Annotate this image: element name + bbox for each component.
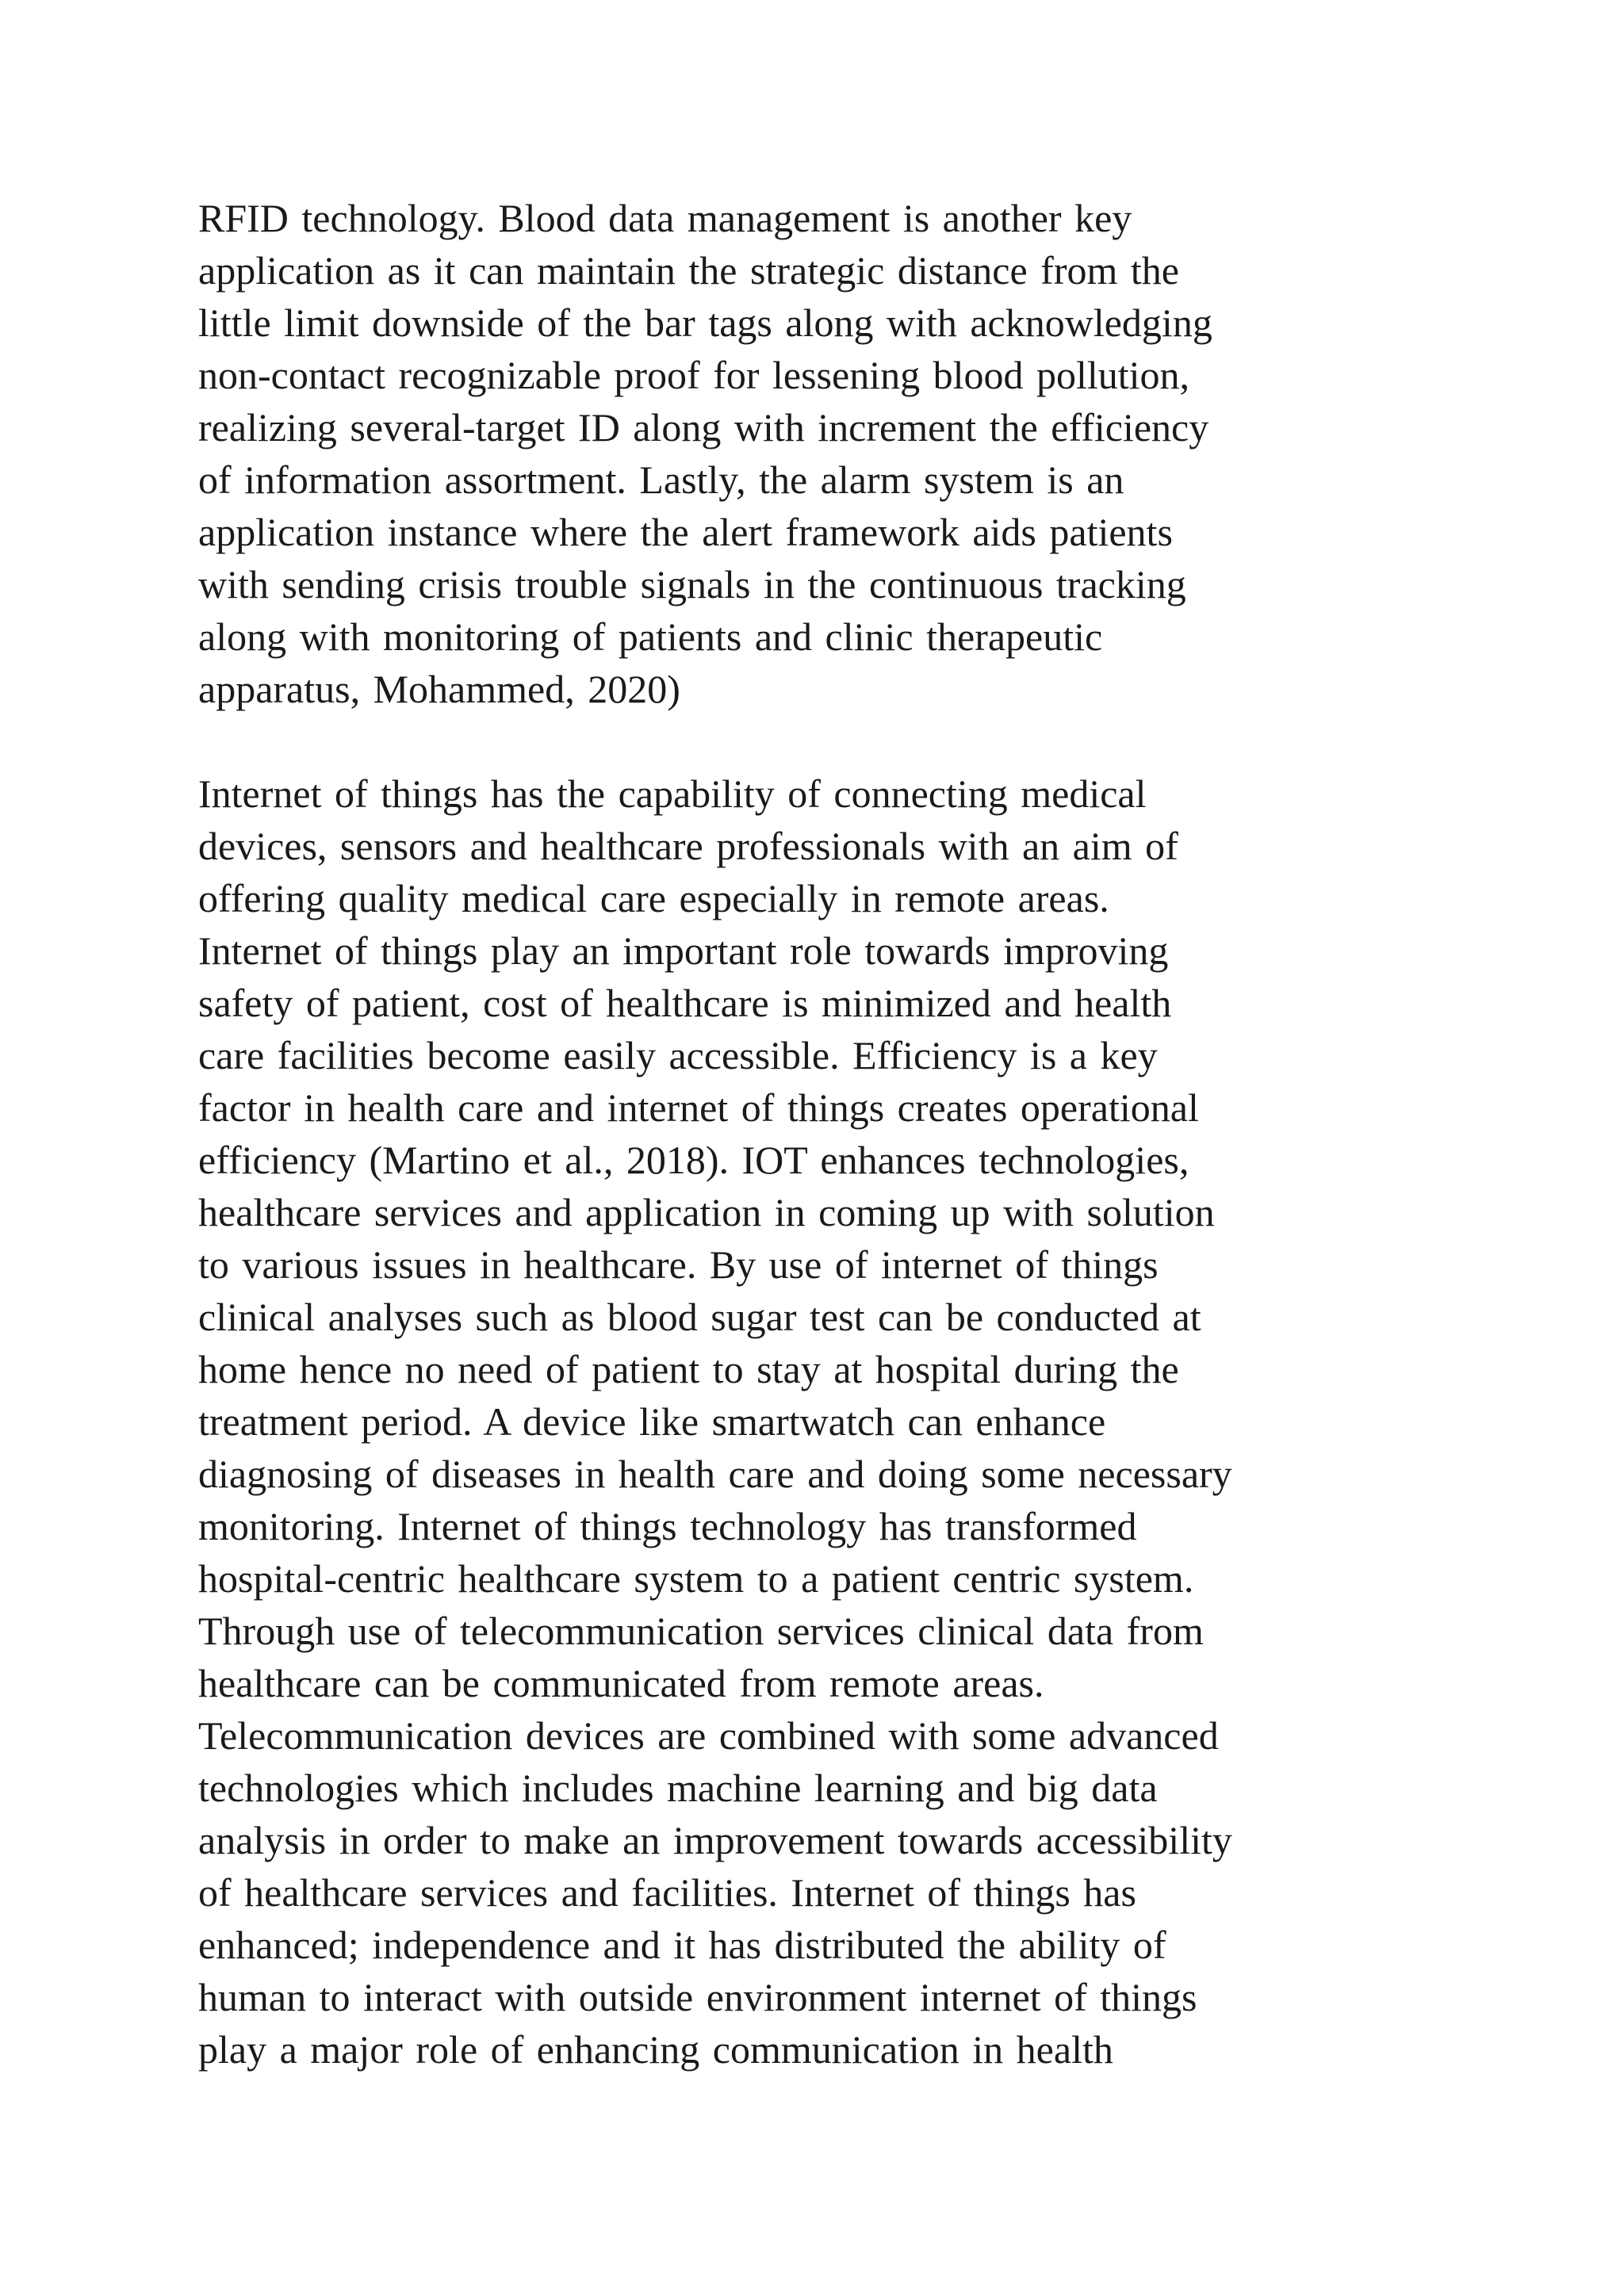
text-line: efficiency (Martino et al., 2018). IOT enhances technologies, xyxy=(198,1138,1189,1182)
text-line: to various issues in healthcare. By use of internet of things xyxy=(198,1242,1159,1287)
text-line: factor in health care and internet of things creates operational xyxy=(198,1085,1199,1130)
text-line: home hence no need of patient to stay at hospital during the xyxy=(198,1347,1179,1391)
paragraph-rfid-applications xyxy=(198,192,1435,715)
text-line: little limit downside of the bar tags along with acknowledging xyxy=(198,300,1212,345)
text-line: treatment period. A device like smartwatch can enhance xyxy=(198,1399,1106,1444)
text-line: play a major role of enhancing communication in health xyxy=(198,2027,1113,2072)
text-line: Telecommunication devices are combined with some advanced xyxy=(198,1713,1219,1758)
text-line: devices, sensors and healthcare professionals with an aim of xyxy=(198,824,1178,868)
text-line: monitoring. Internet of things technology has transformed xyxy=(198,1504,1137,1548)
text-line: enhanced; independence and it has distributed the ability of xyxy=(198,1923,1166,1967)
text-line: healthcare can be communicated from remote areas. xyxy=(198,1661,1044,1705)
paragraph-iot-healthcare xyxy=(198,767,1435,2076)
text-line: Internet of things play an important role towards improving xyxy=(198,928,1169,973)
text-line: technologies which includes machine learning and big data xyxy=(198,1766,1158,1810)
text-line: offering quality medical care especially in remote areas. xyxy=(198,876,1109,920)
text-line: Internet of things has the capability of connecting medical xyxy=(198,771,1147,816)
text-line: hospital-centric healthcare system to a patient centric system. xyxy=(198,1556,1194,1601)
text-line: Through use of telecommunication services clinical data from xyxy=(198,1609,1204,1653)
text-line: apparatus, Mohammed, 2020) xyxy=(198,667,680,711)
text-line: care facilities become easily accessible. Efficiency is a key xyxy=(198,1033,1158,1077)
text-line: diagnosing of diseases in health care and doing some necessary xyxy=(198,1452,1232,1496)
text-line: healthcare services and application in coming up with solution xyxy=(198,1190,1215,1234)
text-line: clinical analyses such as blood sugar test can be conducted at xyxy=(198,1295,1201,1339)
text-line: RFID technology. Blood data management is another key xyxy=(198,196,1132,240)
text-line: human to interact with outside environment internet of things xyxy=(198,1975,1197,2019)
text-line: application instance where the alert framework aids patients xyxy=(198,510,1173,554)
text-line: application as it can maintain the strategic distance from the xyxy=(198,248,1179,293)
text-line: of healthcare services and facilities. Internet of things has xyxy=(198,1870,1136,1915)
text-line: analysis in order to make an improvement towards accessibility xyxy=(198,1818,1232,1862)
text-line: with sending crisis trouble signals in the continuous tracking xyxy=(198,562,1186,607)
text-line: of information assortment. Lastly, the alarm system is an xyxy=(198,457,1124,502)
text-line: realizing several-target ID along with increment the efficiency xyxy=(198,405,1209,450)
text-line: along with monitoring of patients and clinic therapeutic xyxy=(198,614,1103,659)
text-line: non-contact recognizable proof for lessening blood pollution, xyxy=(198,353,1190,397)
text-line: safety of patient, cost of healthcare is minimized and health xyxy=(198,981,1172,1025)
